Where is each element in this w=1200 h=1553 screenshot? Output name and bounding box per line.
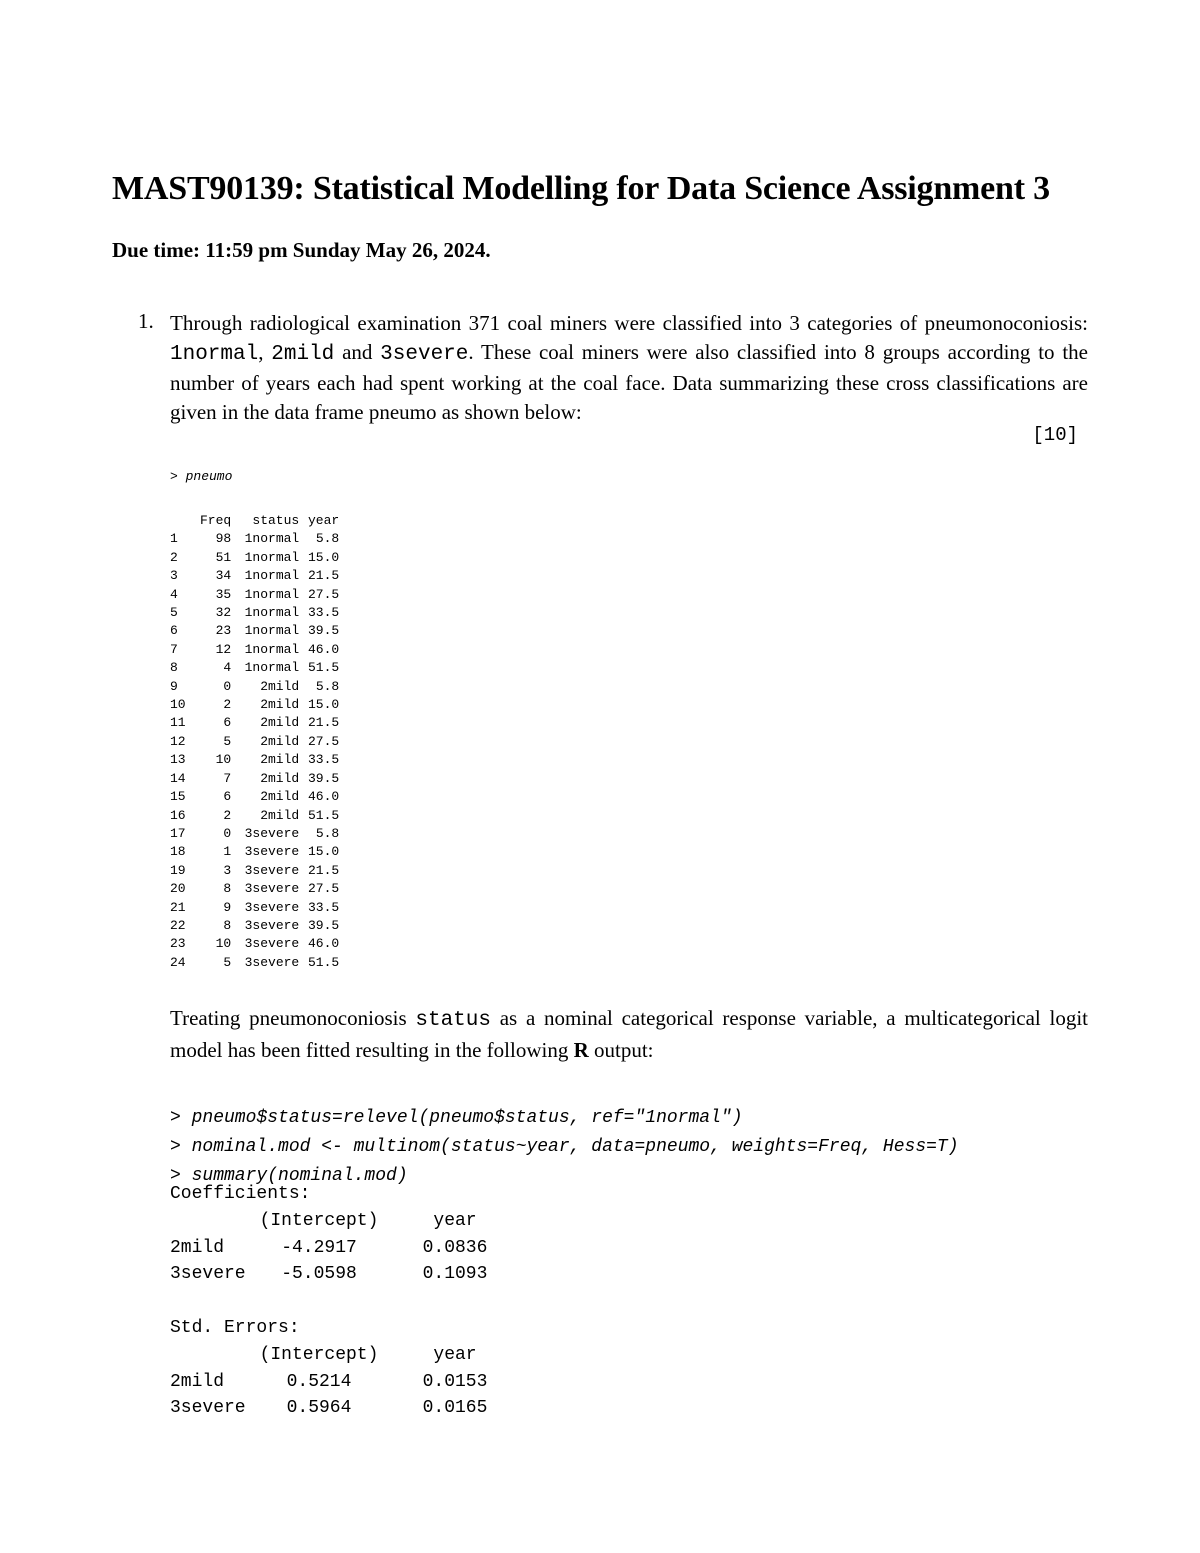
table-cell: 3severe: [244, 844, 300, 860]
table-cell: 0.0153: [422, 1371, 488, 1392]
table-cell: 20: [170, 881, 186, 897]
table-row: [166, 696, 339, 714]
question-text-part: . These coal miners were also classified into 8 groups according to the number of years each had spent working at the coal face. Data summarizing these cross classifications are given in the data frame pneumo as shown below:: [170, 339, 1088, 424]
table-cell: 21: [170, 899, 186, 915]
table-cell: 39.5: [308, 770, 340, 786]
coefficients-block: [170, 1181, 530, 1288]
code-line: > summary(nominal.mod): [170, 1166, 408, 1186]
table-cell: 2mild: [260, 770, 300, 786]
std-errors-table: [170, 1342, 530, 1422]
table-cell: 8: [223, 881, 232, 897]
table-cell: 5.8: [315, 531, 340, 547]
question-number: 1.: [138, 309, 154, 333]
table-cell: 32: [215, 605, 232, 621]
table-row: [166, 825, 339, 843]
table-cell: 1normal: [244, 623, 300, 639]
table-cell: 1normal: [244, 568, 300, 584]
table-cell: 33.5: [308, 605, 340, 621]
table-cell: 34: [215, 568, 232, 584]
table-cell: 23: [170, 936, 186, 952]
category-severe: 3severe: [380, 342, 469, 366]
table-row: [166, 751, 339, 769]
table-cell: 6: [170, 623, 178, 639]
table-cell: 3severe: [244, 881, 300, 897]
code-line: > nominal.mod <- multinom(status~year, data=pneumo, weights=Freq, Hess=T): [170, 1137, 959, 1157]
table-cell: 12: [170, 733, 186, 749]
table-cell: 0.0836: [422, 1237, 488, 1258]
table-cell: 5.8: [315, 825, 340, 841]
table-row: [166, 807, 339, 825]
table-cell: 3: [170, 568, 178, 584]
table-cell: 51.5: [308, 807, 340, 823]
table-cell: 27.5: [308, 733, 340, 749]
table-cell: 2mild: [260, 789, 300, 805]
table-cell: 15.0: [308, 549, 340, 565]
table-cell: 2mild: [170, 1237, 225, 1258]
table-row: [166, 622, 339, 640]
coefficients-table: [170, 1208, 530, 1288]
question-text-part: Through radiological examination 371 coal miners were classified into 3 categories of pneumonoconiosis:: [170, 311, 1088, 335]
code-line: > pneumo$status=relevel(pneumo$status, ref="1normal"): [170, 1108, 743, 1128]
table-header: status: [252, 513, 300, 528]
model-description: [170, 1004, 1088, 1064]
table-cell: 0: [223, 678, 232, 694]
table-cell: 2mild: [260, 807, 300, 823]
table-row: [170, 1261, 530, 1288]
table-row: [166, 641, 339, 659]
table-cell: 2: [170, 549, 178, 565]
table-cell: 1normal: [244, 586, 300, 602]
status-keyword: status: [415, 1009, 491, 1032]
table-cell: 5: [170, 605, 178, 621]
table-row: [166, 788, 339, 806]
table-cell: 27.5: [308, 881, 340, 897]
r-keyword: R: [573, 1037, 589, 1062]
table-cell: 51: [215, 549, 232, 565]
coefficients-heading: Coefficients:: [170, 1184, 311, 1204]
table-cell: 0.1093: [422, 1264, 488, 1284]
table-cell: 5: [223, 733, 232, 749]
table-cell: 2: [223, 807, 232, 823]
table-row: [166, 935, 339, 953]
table-row: [166, 549, 339, 567]
table-cell: 5: [223, 954, 232, 970]
table-cell: 46.0: [308, 641, 340, 657]
category-normal: 1normal: [170, 342, 259, 366]
table-cell: 22: [170, 917, 186, 933]
table-cell: 19: [170, 862, 186, 878]
paragraph-text: as a nominal categorical response variable, a multicategorical logit model has been fitted resulting in the following: [170, 1006, 1089, 1062]
table-cell: 51.5: [308, 954, 340, 970]
table-cell: 10: [215, 936, 232, 952]
table-row: [166, 678, 339, 696]
table-cell: 46.0: [308, 789, 340, 805]
table-cell: 6: [223, 789, 232, 805]
due-date: Due time: 11:59 pm Sunday May 26, 2024.: [112, 238, 491, 262]
page-title: MAST90139: Statistical Modelling for Data Science Assignment 3: [112, 170, 1050, 207]
table-cell: 10: [215, 752, 232, 768]
table-cell: 17: [170, 825, 186, 841]
table-cell: 21.5: [308, 568, 340, 584]
table-header: year: [308, 513, 340, 528]
table-header: year: [433, 1211, 477, 1231]
table-cell: 23: [215, 623, 232, 639]
table-cell: 15: [170, 789, 186, 805]
table-header: Freq: [200, 513, 232, 528]
table-row: [166, 567, 339, 585]
std-errors-heading: Std. Errors:: [170, 1318, 300, 1338]
category-mild: 2mild: [271, 342, 335, 366]
table-cell: 9: [170, 678, 178, 694]
paragraph-text: Treating pneumonoconiosis: [170, 1006, 416, 1030]
r-code-block: [170, 1075, 959, 1191]
table-cell: 24: [170, 954, 186, 970]
table-header: year: [433, 1345, 477, 1365]
table-row: [166, 917, 339, 935]
table-header-row: [170, 1208, 530, 1235]
table-cell: 2mild: [260, 678, 300, 694]
paragraph-text: output:: [588, 1037, 654, 1062]
table-row: [166, 880, 339, 898]
table-cell: 2: [223, 697, 232, 713]
table-cell: 27.5: [308, 586, 340, 602]
table-cell: 8: [170, 660, 178, 676]
table-cell: 12: [215, 641, 232, 657]
table-cell: 3severe: [244, 936, 300, 952]
table-cell: 16: [170, 807, 186, 823]
table-header-row: [170, 1342, 530, 1369]
table-cell: 1normal: [244, 531, 300, 547]
table-row: [170, 1369, 530, 1396]
table-cell: 0.5214: [286, 1371, 352, 1392]
table-header: (Intercept): [259, 1211, 379, 1231]
table-cell: 2mild: [260, 715, 300, 731]
table-cell: 0: [223, 825, 232, 841]
table-cell: 11: [170, 715, 186, 731]
table-row: [166, 714, 339, 732]
table-cell: 21.5: [308, 715, 340, 731]
table-cell: 3severe: [244, 899, 300, 915]
table-row: [166, 733, 339, 751]
table-cell: 3severe: [244, 917, 300, 933]
table-row: [166, 843, 339, 861]
table-cell: 39.5: [308, 917, 340, 933]
table-cell: 14: [170, 770, 186, 786]
table-cell: 35: [215, 586, 232, 602]
question-text-sep: ,: [258, 339, 272, 364]
table-row: [170, 1395, 530, 1422]
table-cell: 1normal: [244, 641, 300, 657]
table-cell: 18: [170, 844, 186, 860]
table-cell: 33.5: [308, 899, 340, 915]
table-cell: 5.8: [315, 678, 340, 694]
table-header: (Intercept): [259, 1345, 379, 1365]
question-text-sep: and: [334, 339, 381, 364]
table-body: [166, 530, 339, 972]
table-cell: 39.5: [308, 623, 340, 639]
table-cell: 21.5: [308, 862, 340, 878]
table-header: [166, 512, 200, 530]
table-cell: 4: [223, 660, 232, 676]
table-cell: 0.0165: [422, 1398, 488, 1418]
table-cell: 2mild: [260, 733, 300, 749]
table-cell: 10: [170, 697, 186, 713]
table-cell: -4.2917: [281, 1237, 357, 1258]
table-row: [170, 1235, 530, 1262]
table-header: [170, 1208, 258, 1235]
table-row: [166, 530, 339, 548]
table-cell: 3severe: [244, 862, 300, 878]
pneumo-data-frame: [166, 512, 339, 972]
table-row: [166, 586, 339, 604]
table-cell: 15.0: [308, 844, 340, 860]
table-cell: 15.0: [308, 697, 340, 713]
table-cell: 4: [170, 586, 178, 602]
std-errors-block: [170, 1315, 530, 1422]
table-cell: 7: [170, 641, 178, 657]
table-row: [166, 604, 339, 622]
table-cell: 3severe: [244, 954, 300, 970]
table-cell: 2mild: [260, 697, 300, 713]
table-cell: 2mild: [260, 752, 300, 768]
table-header-row: [166, 512, 339, 530]
table-cell: 1normal: [244, 605, 300, 621]
table-row: [166, 899, 339, 917]
table-cell: 2mild: [170, 1371, 225, 1392]
table-cell: 1normal: [244, 660, 300, 676]
table-cell: 51.5: [308, 660, 340, 676]
table-cell: 1: [170, 531, 178, 547]
question-text: [170, 309, 1088, 426]
table-row: [166, 954, 339, 972]
table-cell: -5.0598: [281, 1264, 357, 1284]
table-cell: 13: [170, 752, 186, 768]
table-cell: 9: [223, 899, 232, 915]
question-marks: [10]: [1032, 424, 1078, 446]
table-cell: 3severe: [170, 1398, 246, 1418]
table-cell: 3severe: [244, 825, 300, 841]
table-cell: 8: [223, 917, 232, 933]
table-row: [166, 659, 339, 677]
table-cell: 3: [223, 862, 232, 878]
table-header: [170, 1342, 258, 1369]
table-row: [166, 770, 339, 788]
table-cell: 33.5: [308, 752, 340, 768]
table-cell: 46.0: [308, 936, 340, 952]
table-cell: 0.5964: [286, 1398, 352, 1418]
table-row: [166, 862, 339, 880]
table-cell: 1normal: [244, 549, 300, 565]
table-cell: 1: [223, 844, 232, 860]
table-cell: 98: [215, 531, 232, 547]
table-cell: 3severe: [170, 1264, 246, 1284]
r-prompt: > pneumo: [170, 469, 233, 484]
table-cell: 6: [223, 715, 232, 731]
table-cell: 7: [223, 770, 232, 786]
